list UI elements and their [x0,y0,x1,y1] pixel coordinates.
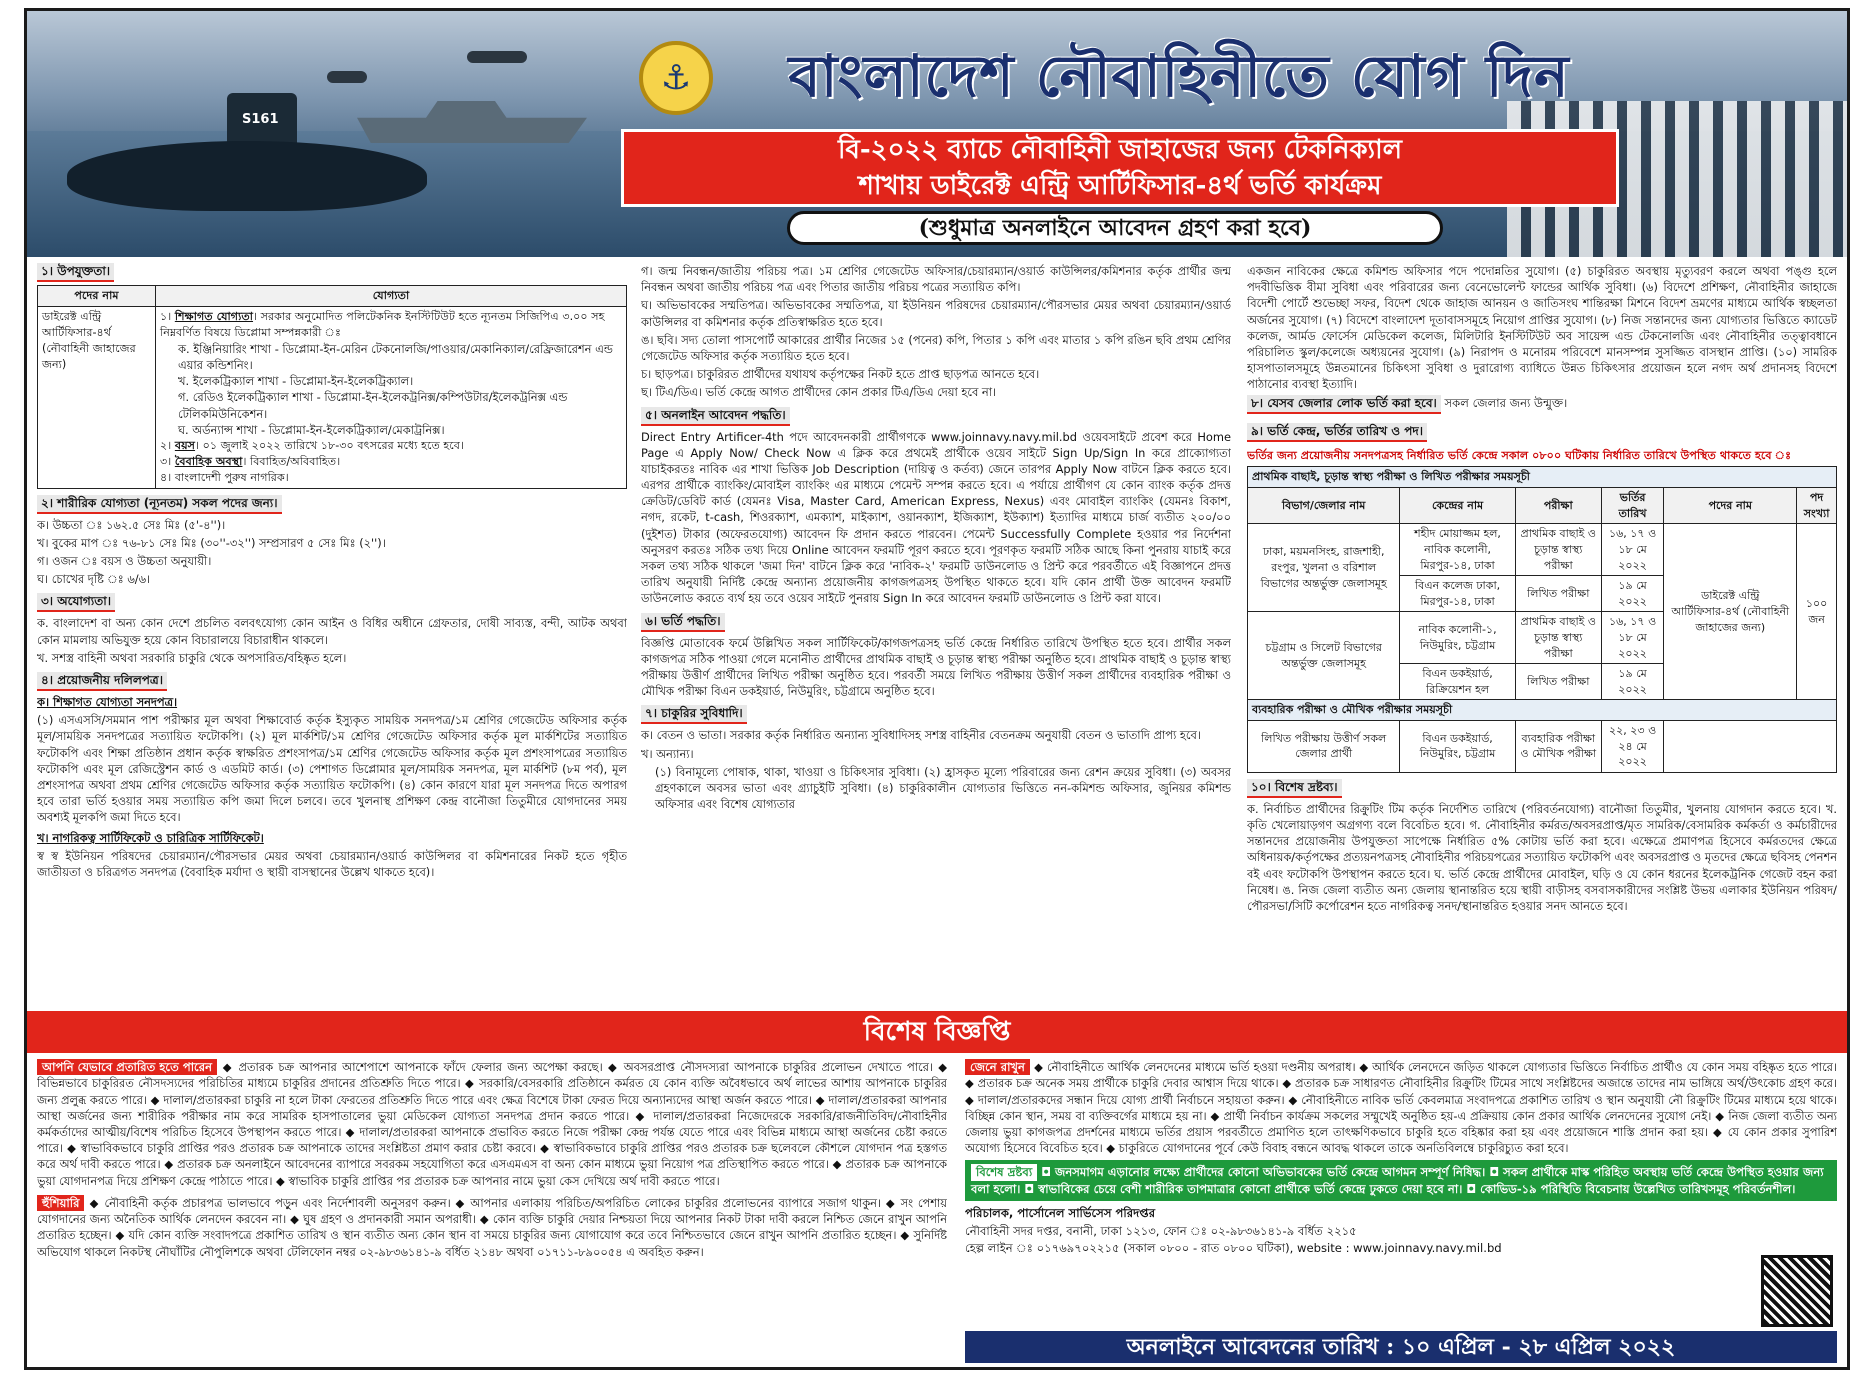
table-cell: প্রাথমিক বাছাই ও চূড়ান্ত স্বাস্থ্য পরীক্ষা [1515,612,1601,664]
fraud-tag: আপনি যেভাবে প্রতারিত হতে পারেন [37,1059,217,1075]
table-cell: ১৬, ১৭ ও ১৮ মে ২০২২ [1601,612,1664,664]
districts-text: সকল জেলার জন্য উন্মুক্ত। [1444,395,1568,410]
edu-text: । সরকার অনুমোদিত পলিটেকনিক ইনস্টিটিউট হতে ন্যূনতম সিজিপিএ ৩.০০ সহ নিম্নবর্ণিত বিষয়ে ডিপ্লোমা সম্পন্নকারী ঃ [160,309,605,339]
age-label: বয়স [174,438,196,452]
schedule-notice: ভর্তির জন্য প্রয়োজনীয় সনদপত্রসহ নির্ধারিত ভর্তি কেন্দ্রে সকাল ০৮০০ ঘটিকায় নির্ধারিত তারিখে উপস্থিত থাকতে হবে ঃ [1247,448,1837,464]
table-cell: ১৯ মে ২০২২ [1601,576,1664,612]
caution-tag: হুঁশিয়ারি [37,1195,84,1211]
bottom-left [37,1059,947,1365]
table-cell: ১৯ মে ২০২২ [1601,664,1664,700]
bottom-section [37,1059,1837,1365]
column-2 [641,263,1231,1003]
subtitle-line-2: শাখায় ডাইরেক্ট এন্ট্রি আর্টিফিসার-৪র্থ ভর্তি কার্যক্রম [858,171,1382,201]
disq-item: ক. বাংলাদেশ বা অন্য কোন দেশে প্রচলিত বলবৎযোগ্য কোন আইন ও বিধির অধীনে গ্রেফতার, দোষী সাব্যস্ত, বন্দী, আটক অথবা কোন মামলায় অভিযুক্ত হয়ে কোন বিচারালয়ে বিচারাধীন থাকলে। [37,616,627,647]
age-line: ২। বয়স। ০১ জুলাই ২০২২ তারিখে ১৮-৩০ বৎসরের মধ্যে হতে হবে। [160,438,465,452]
schedule-table [1247,466,1837,772]
section-benefits [641,705,1231,812]
table-header: পরীক্ষা [1515,488,1601,524]
physical-item: ক। উচ্চতা ঃ ১৬২.৫ সেঃ মিঃ (৫'-৪'')। [37,517,226,532]
section-title: ৪। প্রয়োজনীয় দলিলপত্র। [37,672,167,691]
marital-label: বৈবাহিক অবস্থা [174,454,243,468]
warship-image [357,101,587,143]
physical-item: ঘ। চোখের দৃষ্টি ঃ ৬/৬। [37,572,151,587]
helicopter-icon [467,51,527,63]
edu-item: ক. ইঞ্জিনিয়ারিং শাখা - ডিপ্লোমা-ইন-মেরিন টেকনোলজি/পাওয়ার/মেকানিক্যাল/রেফ্রিজারেশন এন্ড এয়ার কন্ডিশনিং। [178,341,613,372]
schedule-group-title: ব্যবহারিক পরীক্ষা ও মৌখিক পরীক্ষার সময়সূচী [1248,700,1837,721]
docs-item: ছ। টিএ/ডিএ। ভর্তি কেন্দ্রে আগত প্রার্থীদের কোন প্রকার টিএ/ডিএ দেয়া হবে না। [641,385,997,400]
section-title: ৩। অযোগ্যতা। [37,593,115,612]
benefit-continued: একজন নাবিকের ক্ষেত্রে কমিশন্ড অফিসার পদে পদোন্নতির সুযোগ। (৫) চাকুরিরত অবস্থায় মৃত্যুবরণ করলে অথবা পঙ্গু হলে পদবীভিত্তিক বীমা সুবিধা এবং পরিবারের জন্য বেনেভোলেন্ট ফান্ডের আর্থিক সুবিধা। (৬) বিদেশে প্রশিক্ষণ, নৌবাহিনীর জাহাজে বিদেশী পোর্টে শুভেচ্ছা সফর, বিদেশ থেকে জাহাজ আনয়ন ও জাতিসংঘ শান্তিরক্ষা মিশনে বিদেশ ভ্রমণের মাধ্যমে আর্থিক স্বচ্ছলতা অর্জনের সুযোগ। (৭) বিদেশে বাংলাদেশ দূতাবাসসমূহে নিয়োগ প্রাপ্তির সুযোগ। (৮) নিজ সন্তানদের জন্য যোগ্যতার ভিত্তিতে ক্যাডেট কলেজ, আর্মড ফোর্সেস মেডিকেল কলেজ, মিলিটারি ইনস্টিটিউট অব সায়েন্স এন্ড টেকনোলজি এবং নৌবাহিনীর তত্ত্বাবধানে পরিচালিত স্কুল/কলেজে অধ্যয়নের সুযোগ। (৯) নিরাপদ ও মনোরম পরিবেশে মানসম্পন্ন সুসজ্জিত বাসস্থান প্রাপ্তি। (১০) সামরিক হাসপাতালসমূহে উন্নতমানের চিকিৎসা সুবিধা ও দুরারোগ্য ব্যাধিতে উন্নত চিকিৎসার প্রয়োজন হলে নগদ অর্থ প্রদানসহ বিদেশে পাঠানোর ব্যবস্থা ইত্যাদি। [1247,264,1837,392]
online-apply-text: Direct Entry Artificer-4th পদে আবেদনকারী প্রার্থীগণকে www.joinnavy.navy.mil.bd ওয়েবসাইটে প্রবেশ করে Home Page এ Apply Now/ Check Now এ ক্লিক করে প্রথমেই প্রার্থীকে ওয়েব সাইটে Sign Up/Sign In করে প্রাক্যোগ্যতা যাচাইকরতঃ নাবিক এর শাখা ভিত্তিক Job Description (দায়িত্ব ও কর্তব্য) জেনে তারপর Apply Now বাটনে ক্লিক করতে হবে। এরপর প্রার্থীকে ব্যাংকিং/মোবাইল ব্যাংকিং এর মাধ্যমে পেমেন্ট সম্পন্ন করতে হবে। এ পর্যায়ে প্রার্থীগণ যে কোন ব্যাংক কর্তৃক প্রদত্ত ক্রেডিট/ডেবিট কার্ড (যেমনঃ Visa, Master Card, American Express, Nexus) এবং মোবাইল ব্যাংকিং (যেমনঃ বিকাশ, নগদ, রকেট, t-cash, শিওরক্যাশ, এমক্যাশ, মাইক্যাশ, ওয়ানক্যাশ, ইজিক্যাশ, ইউক্যাশ) ইত্যাদির মাধ্যমে চার্জ ব্যতীত ২০০/০০ (দুইশত) টাকার (অফেরতযোগ্য) আবেদন ফি প্রদান করতে পারবেন। পেমেন্ট Successfully Complete হওয়ার পর নির্দেশনা অনুসরণ করতঃ সঠিক তথ্য দিয়ে Online আবেদন ফরমটি পূরণ করতে হবে। পূরণকৃত ফরমটি সঠিক আছে কিনা পুনরায় যাচাই করে সকল তথ্য সঠিক থাকলে 'জমা দিন' বাটনে ক্লিক করে 'নাবিক-২' ফরমটি ডাউনলোড ও প্রিন্ট করে পরবর্তীতে এই বিজ্ঞাপনে প্রদত্ত তারিখ অনুযায়ী নির্দিষ্ট কেন্দ্রে অন্যান্য প্রয়োজনীয় কাগজপত্রসহ উপস্থিত থাকতে হবে। যদি কোন প্রার্থী উক্ত আবেদন ফরমটি ডাউনলোড করতে ব্যর্থ হয় তবে ওয়েব সাইটে পুনরায় Sign In করে আবেদন ফরমটি ডাউনলোড ও প্রিন্ট করা যাবে। [641,429,1231,606]
contact-title: পরিচালক, পার্সোনেল সার্ভিসেস পরিদপ্তর [965,1206,1156,1221]
citizen-line: ৪। বাংলাদেশী পুরুষ নাগরিক। [160,470,289,484]
section-title: ১। উপযুক্ততা। [37,263,114,282]
table-cell: বিএন ডকইয়ার্ড, রিক্রিয়েশন হল [1400,664,1515,700]
covid-notice [965,1160,1837,1201]
docs-item: চ। ছাড়পত্র। চাকুরিরত প্রার্থীদের যথাযথ কর্তৃপক্ষের নিকট হতে প্রাপ্ত ছাড়পত্র আনতে হবে। [641,367,1040,382]
table-cell: চট্টগ্রাম ও সিলেট বিভাগের অন্তর্ভুক্ত জেলাসমূহ [1248,612,1400,700]
table-cell: ঢাকা, ময়মনসিংহ, রাজশাহী, রংপুর, খুলনা ও বরিশাল বিভাগের অন্তর্ভুক্ত জেলাসমূহ [1248,524,1400,612]
edu-item: গ. রেডিও ইলেকট্রিক্যাল শাখা - ডিপ্লোমা-ইন-ইলেকট্রনিক্স/কম্পিউটার/ইলেকট্রনিক্স এন্ড টেলিকমিউনিকেশন। [178,390,568,421]
contact-address: নৌবাহিনী সদর দপ্তর, বনানী, ঢাকা ১২১৩, ফোন ঃ ০২-৯৮৩৬১৪১-৯ বর্ধিত ২২১৫ [965,1223,1357,1238]
table-cell: ২২, ২৩ ও ২৪ মে ২০২২ [1601,721,1664,773]
header-banner [27,11,1847,257]
citizen-text: বাংলাদেশী পুরুষ নাগরিক। [174,470,289,484]
table-header: পদ সংখ্যা [1797,488,1837,524]
caution-text: ◆ নৌবাহিনী কর্তৃক প্রচারপত্র ভালভাবে পড়ুন এবং নির্দেশাবলী অনুসরণ করুন। ◆ আপনার এলাকায় পরিচিত/অপরিচিত লোকের চাকুরির প্রলোভনের ব্যাপারে সজাগ থাকুন। ◆ সং পেশায় যোগদানের জন্য অনৈতিক আর্থিক লেনদেন করবেন না। ◆ ঘুষ গ্রহণ ও প্রদানকারী সমান অপরাধী। ◆ কোন ব্যক্তি চাকুরি দেয়ার নিশ্চয়তা দিয়ে আপনার নিকট টাকা দাবী করলে নিশ্চিত জেনে রাখুন আপনি প্রতারিত হচ্ছেন। ◆ যদি কোন ব্যক্তি সংবাদপত্রে প্রকাশিত তারিখ ও স্থান ব্যতীত অন্য কোন স্থান বা সময়ে চাকুরির জন্য যোগাযোগ করে তবে নিশ্চিতভাবে জেনে রাখুন আপনি প্রতারিত হচ্ছেন। ◆ সুনির্দিষ্ট অভিযোগ থাকলে নিকটস্থ নৌঘাঁটির নৌপুলিশকে অথবা টেলিফোন নম্বর ০২-৯৮৩৬১৪১-৯ বর্ধিত ২১৪৮ অথবা ০১৭১১-৮৯০০৫৪ এ অবহিত করুন। [37,1195,947,1259]
special-note-text: ক. নির্বাচিত প্রার্থীদের রিক্রুটিং টিম কর্তৃক নির্দেশিত তারিখে (পরিবর্তনযোগ্য) বানৌজা তিতুমীর, খুলনায় যোগদান করতে হবে। খ. কৃতি খেলোয়াড়গণ অগ্রগণ্য বলে বিবেচিত হবে। গ. নৌবাহিনীর কর্মরত/অবসরপ্রাপ্ত/মৃত সামরিক/বেসামরিক কর্মকর্তা ও কর্মচারীদের সন্তানদের প্রয়োজনীয় উপযুক্ততা সাপেক্ষে নির্ধারিত ৫% কোটায় ভর্তি করা হবে। এক্ষেত্রে প্রমাণপত্র হিসেবে কর্মরতদের ক্ষেত্রে অধিনায়ক/কর্তৃপক্ষের প্রত্যয়নপত্রসহ নৌবাহিনীর পরিচয়পত্রের সত্যায়িত ফটোকপি এবং অবসরপ্রাপ্ত ও মৃতদের ক্ষেত্রে ছবিসহ পেনশন বই এবং ফটোকপি উপস্থাপন করতে হবে। ঘ. ভর্তি কেন্দ্রে প্রার্থীদের মোবাইল, ঘড়ি ও যে কোন ধরনের ইলেকট্রনিক গেজেট বহন করা নিষেধ। ঙ. নিজ জেলা ব্যতীত অন্য জেলায় স্থানান্তরিত হয়ে স্থায়ী বাড়ীসহ বসবাসকারীদের সংশ্লিষ্ট উভয় এলাকার ইউনিয়ন পরিষদ/পৌরসভা/সিটি কর্পোরেশন হতে নাগরিকত্ব সনদ/স্থানান্তরিত হওয়ার সনদ আনতে হবে। [1247,801,1837,913]
docs-item: ঘ। অভিভাবকের সম্মতিপত্র। অভিভাবকের সম্মতিপত্র, যা ইউনিয়ন পরিষদের চেয়ারম্যান/পৌরসভার মেয়র অথবা চেয়ারম্যান/ওয়ার্ড কাউন্সিলর বা কমিশনার কর্তৃক প্রতিস্বাক্ষরিত হতে হবে। [641,298,1231,329]
section-physical [37,495,627,588]
subtitle-line-1: বি-২০২২ ব্যাচে নৌবাহিনী জাহাজের জন্য টেকনিক্যাল [837,135,1402,165]
body-columns [37,263,1837,1003]
section-online-apply [641,407,1231,607]
table-cell: বিএন ডকইয়ার্ড, নিউমুরিং, চট্টগ্রাম [1400,721,1515,773]
edu-item: খ. ইলেকট্রিক্যাল শাখা - ডিপ্লোমা-ইন-ইলেকট্রিক্যাল। [178,374,414,389]
table-header: বিভাগ/জেলার নাম [1248,488,1400,524]
contact-block [965,1205,1837,1257]
section-title: ১০। বিশেষ দ্রষ্টব্য। [1247,779,1342,798]
section-title: ২। শারীরিক যোগ্যতা (ন্যূনতম) সকল পদের জন্য। [37,495,282,514]
section-admission [641,613,1231,700]
bottom-right [965,1059,1837,1365]
section-title: ৯। ভর্তি কেন্দ্র, ভর্তির তারিখ ও পদ। [1247,423,1427,442]
subtitle-box [621,129,1619,207]
apply-date-bar: অনলাইনে আবেদনের তারিখ : ১০ এপ্রিল - ২৮ এপ্রিল ২০২২ [965,1331,1837,1363]
section-special-note [1247,779,1837,914]
admission-text: বিজ্ঞপ্তি মোতাবেক ফর্মে উল্লিখিত সকল সার্টিফিকেট/কাগজপত্রসহ ভর্তি কেন্দ্রে নির্ধারিত তারিখে উপস্থিত হতে হবে। প্রার্থীর সকল কাগজপত্র সঠিক পাওয়া গেলে মনোনীত প্রার্থীদের প্রাথমিক বাছাই ও চূড়ান্ত স্বাস্থ্য পরীক্ষা অনুষ্ঠিত হবে। প্রাথমিক বাছাই ও চূড়ান্ত স্বাস্থ্য পরীক্ষায় উত্তীর্ণ প্রার্থীদের লিখিত পরীক্ষা অনুষ্ঠিত হবে। পরবর্তী সময়ে লিখিত পরীক্ষায় উত্তীর্ণ সকল প্রার্থীদের ব্যবহারিক পরীক্ষা ও মৌখিক পরীক্ষা বিএন ডকইয়ার্ড, নিউমুরিং, চট্টগ্রামে অনুষ্ঠিত হবে। [641,635,1231,699]
table-header: পদের নাম [38,286,156,307]
fraud-warning [37,1059,947,1189]
section-title: ৬। ভর্তি পদ্ধতি। [641,613,725,632]
table-cell: ব্যবহারিক পরীক্ষা ও মৌখিক পরীক্ষা [1515,721,1601,773]
edu-item: ঘ. অর্ডন্যান্স শাখা - ডিপ্লোমা-ইন-ইলেকট্রিক্যাল/মেকাট্রনিক্স। [178,422,445,437]
table-cell: ১৬, ১৭ ও ১৮ মে ২০২২ [1601,524,1664,576]
section-documents-cont [641,263,1231,401]
table-header: ভর্তির তারিখ [1601,488,1664,524]
schedule-group-title: প্রাথমিক বাছাই, চূড়ান্ত স্বাস্থ্য পরীক্ষা ও লিখিত পরীক্ষার সময়সূচী [1248,467,1837,488]
disq-item: খ. সশস্ত্র বাহিনী অথবা সরকারি চাকুরি থেকে অপসারিত/বহিষ্কৃত হলে। [37,650,347,665]
table-cell: ১০০ জন [1797,524,1837,700]
docs-item: ঙ। ছবি। সদ্য তোলা পাসপোর্ট আকারের প্রার্থীর নিজের ১৫ (পনের) কপি, পিতার ১ কপি এবং মাতার ১ কপি রঙিন ছবি প্রথম শ্রেণির গেজেটেড অফিসার কর্তৃক সত্যায়িত হতে হবে। [641,332,1231,363]
section-districts [1247,395,1837,417]
covid-tag: বিশেষ দ্রষ্টব্য [971,1164,1037,1180]
table-header: কেন্দ্রের নাম [1400,488,1515,524]
docs-ka-label: ক। শিক্ষাগত যোগ্যতা সনদপত্র। [37,695,178,709]
section-eligibility [37,263,627,489]
job-circular-page [24,8,1850,1370]
page-title: বাংলাদেশ নৌবাহিনীতে যোগ দিন [788,42,1570,110]
know-text: ◆ নৌবাহিনীতে আর্থিক লেনদেনের মাধ্যমে ভর্তি হওয়া দণ্ডনীয় অপরাধ। ◆ আর্থিক লেনদেনে জড়িত থাকলে যোগ্যতার ভিত্তিতে নির্বাচিত প্রার্থীও যে কোন সময় বহিষ্কৃত হতে পারে। ◆ প্রতারক চক্র অনেক সময় প্রার্থীকে চাকুরি দেবার আশ্বাস দিয়ে থাকে। ◆ প্রতারক চক্র সাধারণত নৌবাহিনীর রিক্রুটিং টিমের সাথে সংশ্লিষ্টদের অজান্তে তাদের নাম ভাঙ্গিয়ে অর্থ/উৎকোচ গ্রহণ করে। ◆ দালাল/প্রতারকদের সন্ধান দিয়ে যোগ্য প্রার্থী নির্বাচনে সহায়তা করুন। ◆ নৌবাহিনীতে নাবিক ভর্তি কেবলমাত্র সংবাদপত্রে প্রকাশিত তারিখ ও স্থান অনুযায়ী নৌ রিক্রুটিং টিমের মাধ্যমে হয়ে থাকে। বিচ্ছিন্ন কোন স্থান, সময় বা ব্যক্তিবর্গের মাধ্যমে হয় না। ◆ প্রার্থী নির্বাচন কার্যক্রম সকলের সম্মুখেই অনুষ্ঠিত হয়-এ প্রক্রিয়ায় কোন প্রকার আর্থিক লেনদেনের সুযোগ নেই। ◆ নিজ জেলা ব্যতীত অন্য জেলায় ভুয়া কাগজপত্র প্রদর্শনের মাধ্যমে ভর্তির প্রয়াস পরবর্তীতে প্রমাণিত হলে তাৎক্ষণিকভাবে চাকুরি হতে বহিষ্কার করা হয় এবং প্রয়োজনে শাস্তি প্রদান করা হয়। ◆ যে কোন প্রকার সুপারিশ অযোগ্য হিসেবে বিবেচিত হবে। ◆ চাকুরিতে যোগদানের পূর্বে কেউ বিবাহ বন্ধনে আবদ্ধ থাকলে তাকে অনতিবিলম্বে চাকুরিচ্যুত করা হবে। [965,1060,1837,1156]
table-cell: নাবিক কলোনী-১, নিউমুরিং, চট্টগ্রাম [1400,612,1515,664]
table-cell [1664,721,1837,773]
physical-item: খ। বুকের মাপ ঃ ৭৬-৮১ সেঃ মিঃ (৩০''-৩২'') সম্প্রসারণ ৫ সেঃ মিঃ (২'')। [37,535,386,550]
docs-item: গ। জন্ম নিবন্ধন/জাতীয় পরিচয় পত্র। ১ম শ্রেণির গেজেটেড অফিসার/চেয়ারম্যান/ওয়ার্ড কাউন্সিলর/কমিশনার কর্তৃক প্রার্থীর জন্ম নিবন্ধন অথবা জাতীয় পরিচয় পত্র এবং পিতার জাতীয় পরিচয় পত্রের সত্যায়িত কপি। [641,264,1231,295]
marital-text: । বিবাহিত/অবিবাহিত। [242,454,341,468]
know-this [965,1059,1837,1156]
contact-helpline: হেল্প লাইন ঃ ০১৭৬৯৭০২২১৫ (সকাল ০৮০০ - রাত ০৮০০ ঘটিকা), website : www.joinnavy.navy.mil.bd [965,1241,1502,1256]
navy-emblem-icon: ⚓ [639,41,713,115]
table-header: পদের নাম [1664,488,1797,524]
edu-line: ১। শিক্ষাগত যোগ্যতা। সরকার অনুমোদিত পলিটেকনিক ইনস্টিটিউট হতে ন্যূনতম সিজিপিএ ৩.০০ সহ নিম্নবর্ণিত বিষয়ে ডিপ্লোমা সম্পন্নকারী ঃ [160,309,605,339]
benefit-item: ক। বেতন ও ভাতা। সরকার কর্তৃক নির্ধারিত অন্যান্য সুবিধাদিসহ সশস্ত্র বাহিনীর বেতনক্রম অনুযায়ী বেতন ও ভাতাদি প্রাপ্য হবে। [641,728,1201,743]
table-cell: বিএন কলেজ ঢাকা, মিরপুর-১৪, ঢাকা [1400,576,1515,612]
know-tag: জেনে রাখুন [965,1059,1030,1075]
table-cell: লিখিত পরীক্ষায় উত্তীর্ণ সকল জেলার প্রার্থী [1248,721,1400,773]
section-schedule [1247,423,1837,773]
table-cell: লিখিত পরীক্ষা [1515,664,1601,700]
table-header: যোগ্যতা [156,286,627,307]
aircraft-icon [327,71,367,83]
submarine-number: S161 [242,112,279,127]
qualification-table [37,285,627,489]
table-cell: ডাইরেক্ট এন্ট্রি আর্টিফিসার-৪র্থ (নৌবাহিনী জাহাজের জন্য) [1664,524,1797,700]
docs-kha-text: স্ব স্ব ইউনিয়ন পরিষদের চেয়ারম্যান/পৌরসভার মেয়র অথবা চেয়ারম্যান/ওয়ার্ড কাউন্সিলর বা কমিশনারের নিকট হতে গৃহীত জাতীয়তা ও চরিত্রগত সনদপত্র (বৈবাহিক মর্যাদা ও স্থায়ী বাসস্থানের উল্লেখ থাকতে হবে)। [37,848,627,879]
docs-ka-text: (১) এসএসসি/সমমান পাশ পরীক্ষার মূল অথবা শিক্ষাবোর্ড কর্তৃক ইস্যুকৃত সাময়িক সনদপত্র/১ম শ্রেণির গেজেটেড অফিসার কর্তৃক মূল/সাময়িক সনদপত্রের সত্যায়িত ফটোকপি। (২) মূল মার্কশিট/১ম শ্রেণির গেজেটেড অফিসার কর্তৃক মূল মার্কশিটের সত্যায়িত ফটোকপি এবং শিক্ষা প্রতিষ্ঠান প্রধান কর্তৃক স্বাক্ষরিত প্রশংসাপত্র/১ম শ্রেণির গেজেটেড অফিসার কর্তৃক মূল প্রশংসাপত্রের সত্যায়িত ফটোকপি এবং মূল রেজিস্ট্রেশন কার্ড ও এডমিট কার্ড। (৩) পেশাগত ডিপ্লোমার মূল/সাময়িক সনদপত্র, মূল মার্কশিট (৮ম পর্ব), মূল প্রশংসাপত্র অথবা প্রথম শ্রেণির গেজেটেড অফিসার কর্তৃক সত্যায়িত ফটোকপি। (৪) কোন কারণে যারা মূল সনদপত্র দিতে অপারগ হবে তারা ভর্তি হওয়ার সময় সত্যায়িত কপি জমা দিলে চলবে। তবে খুলনাস্থ প্রশিক্ষণ কেন্দ্র বানৌজা তিতুমীরে যোগদানের সময় অবশ্যই মূলকপি জমা দিতে হবে। [37,713,627,825]
benefit-item: খ। অন্যান্য। [641,746,694,761]
submarine-image [67,141,427,211]
section-title: ৭। চাকুরির সুবিধাদি। [641,705,747,724]
age-text: । ০১ জুলাই ২০২২ তারিখে ১৮-৩০ বৎসরের মধ্যে হতে হবে। [195,438,465,452]
post-name-cell: ডাইরেক্ট এন্ট্রি আর্টিফিসার-৪র্থ (নৌবাহিনী জাহাজের জন্য) [38,306,156,488]
table-cell: লিখিত পরীক্ষা [1515,576,1601,612]
covid-text: ◘ জনসমাগম এড়ানোর লক্ষ্যে প্রার্থীদের কোনো অভিভাবকের ভর্তি কেন্দ্রে আগমন সম্পূর্ণ নিষিদ্ধ। ◘ সকল প্রার্থীকে মাস্ক পরিহিত অবস্থায় ভর্তি কেন্দ্রে উপস্থিত হওয়ার জন্য বলা হলো। ◘ স্বাভাবিকের চেয়ে বেশী শারীরিক তাপমাত্রার কোনো প্রার্থীকে ভর্তি কেন্দ্রে ঢুকতে দেয়া হবে না। ◘ কোভিড-১৯ পরিস্থিতি বিবেচনায় উল্লেখিত তারিখসমূহ পরিবর্তনশীল। [971,1165,1824,1196]
column-1 [37,263,627,1003]
requirements-cell [156,306,627,488]
section-title: ৫। অনলাইন আবেদন পদ্ধতি। [641,407,790,426]
caution [37,1195,947,1260]
table-cell: প্রাথমিক বাছাই ও চূড়ান্ত স্বাস্থ্য পরীক্ষা [1515,524,1601,576]
edu-label: শিক্ষাগত যোগ্যতা [174,309,254,323]
section-title: ৮। যেসব জেলার লোক ভর্তি করা হবে। [1247,395,1441,414]
section-documents [37,672,627,880]
benefit-list: (১) বিনামূল্যে পোষাক, থাকা, খাওয়া ও চিকিৎসার সুবিধা। (২) হ্রাসকৃত মূল্যে পরিবারের জন্য রেশন ক্রয়ের সুবিধা। (৩) অবসর গ্রহণকালে অবসর ভাতা এবং গ্র্যাচুইটি সুবিধা। (৪) চাকুরিকালীন যোগ্যতার ভিত্তিতে নন-কমিশন্ড অফিসার, জুনিয়র কমিশন্ড অফিসার এবং বিশেষ যোগ্যতার [655,764,1231,812]
table-cell: শহীদ মোয়াজ্জম হল, নাবিক কলোনী, মিরপুর-১৪, ঢাকা [1400,524,1515,576]
section-disqualification [37,593,627,666]
online-only-notice: (শুধুমাত্র অনলাইনে আবেদন গ্রহণ করা হবে) [787,211,1443,245]
docs-kha-label: খ। নাগরিকত্ব সার্টিফিকেট ও চারিত্রিক সার্টিফিকেট। [37,830,264,845]
special-notice-title: বিশেষ বিজ্ঞপ্তি [27,1011,1847,1053]
fraud-text: ◆ প্রতারক চক্র আপনার আশেপাশে আপনাকে ফাঁদে ফেলার জন্য অপেক্ষা করছে। ◆ অবসরপ্রাপ্ত নৌসদস্যরা আপনাকে চাকুরির প্রলোভন দেখাতে পারে। ◆ বিভিন্নভাবে চাকুরিরত নৌসদস্যদের পরিচিতির মাধ্যমে চাকুরির প্রদানের প্রতিশ্রুতি দিতে পারে। ◆ সরকারি/বেসরকারি প্রতিষ্ঠানে কর্মরত যে কোন ব্যক্তি অবৈধভাবে অর্থ লাভের আশায় আপনাকে চাকুরির জন্য প্রলুব্ধ করতে পারে। ◆ দালাল/প্রতারকরা চাকুরি না হলে টাকা ফেরতের প্রতিশ্রুতি দিতে পারে এবং ক্ষেত্র বিশেষে টাকা ফেরত দিয়ে অন্যান্যদের আস্থা অর্জন করতে পারে। ◆ দালাল/প্রতারকরা আপনার আস্থা অর্জনের জন্য শারীরিক পরীক্ষার নাম করে সামরিক হাসপাতালের ভুয়া মেডিকেল যোগ্যতা সনদপত্র প্রদান করতে পারে। ◆ দালাল/প্রতারকরা নিজেদেরকে সরকারি/রাজনীতিবিদ/নৌবাহিনীর কর্মকর্তাদের আত্মীয়/বিশেষ পরিচিত হিসেবে উপস্থাপন করতে পারে। ◆ দালাল/প্রতারকরা আপনাকে প্রভাবিত করতে নিজে পরীক্ষা কেন্দ্র পর্যন্ত যেতে পারে এবং বিভিন্ন মাধ্যমে আস্থা অর্জনের চেষ্টা করতে পারে। ◆ স্বাভাবিকভাবে চাকুরি প্রাপ্তির পরও প্রতারক চক্র আপনাকে তাদের সংশ্লিষ্টতা প্রমাণ করার চেষ্টা করবে। ◆ স্বাভাবিকভাবে চাকুরি প্রাপ্তির পরও প্রতারক চক্র ছলেবলে কৌশলে যোগদান পত্র হস্তগত করে অর্থ দাবী করতে পারে। ◆ প্রতারক চক্র অনলাইনে আবেদনের ব্যাপারে সবরকম সহযোগিতা করে এসএমএস বা অন্য কোন মাধ্যমে ভুয়া নিয়োগ পত্র প্রতিস্থাপিত করতে পারে। ◆ প্রতারক চক্র আপনাকে ভুয়া যোগদানপত্র দিয়ে প্রশিক্ষণ কেন্দ্রে পাঠাতে পারে। ◆ স্বাভাবিক চাকুরি প্রাপ্তির পর প্রতারক চক্র আপনার নামে ভুয়া কেস দেখিয়ে অর্থ দাবী করতে পারে। [37,1060,947,1188]
column-3 [1247,263,1837,1003]
marital-line: ৩। বৈবাহিক অবস্থা। বিবাহিত/অবিবাহিত। [160,454,341,468]
qr-code-icon[interactable] [1761,1255,1833,1327]
physical-item: গ। ওজন ঃ বয়স ও উচ্চতা অনুযায়ী। [37,554,212,568]
